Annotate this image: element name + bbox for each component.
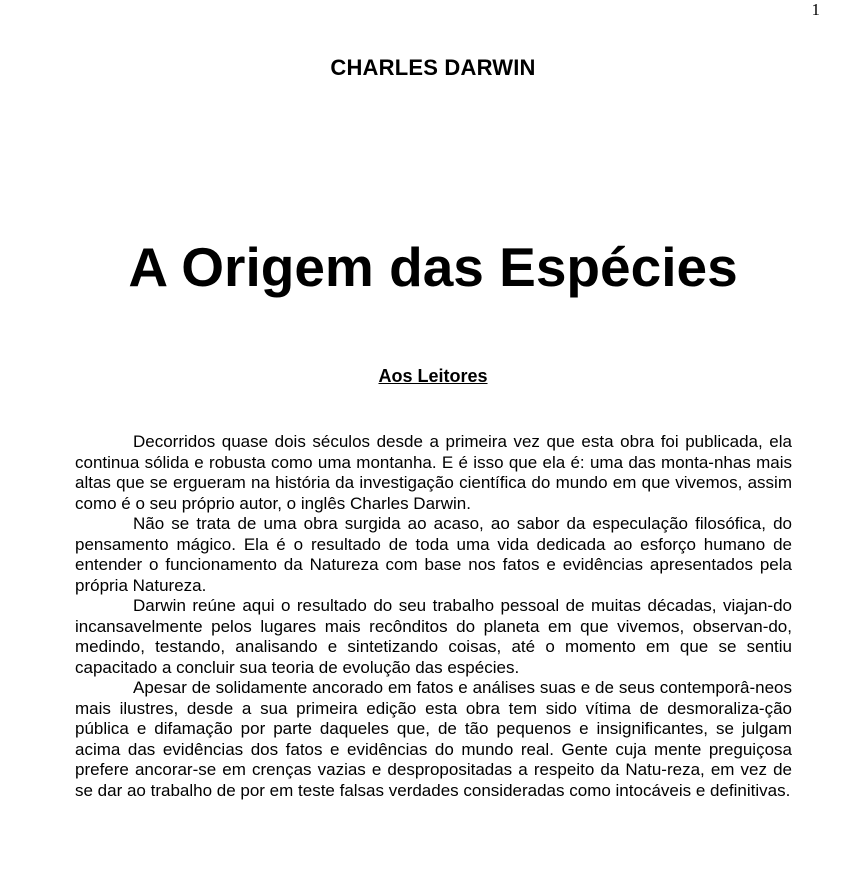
author-name: CHARLES DARWIN xyxy=(330,55,536,80)
body-text xyxy=(75,432,792,801)
paragraph: Apesar de solidamente ancorado em fatos e análises suas e de seus contemporâ-neos mais ilustres, desde a sua primeira edição esta obra tem sido vítima de desmoraliza-ção pública e difamação por parte daqueles que, de tão pequenos e insignificantes, se julgam acima das evidências dos fatos e evidências do mundo real. Gente cuja mente preguiçosa prefere ancorar-se em crenças vazias e despropositadas a respeito da Natu-reza, em vez de se dar ao trabalho de por em teste falsas verdades consideradas como intocáveis e definitivas. xyxy=(75,678,792,800)
paragraph: Decorridos quase dois séculos desde a primeira vez que esta obra foi publicada, ela continua sólida e robusta como uma montanha. E é isso que ela é: uma das monta-nhas mais altas que se ergueram na história da investigação científica do mundo em que vivemos, assim como é o seu próprio autor, o inglês Charles Darwin. xyxy=(75,432,792,513)
paragraph: Não se trata de uma obra surgida ao acaso, ao sabor da especulação filosófica, do pensamento mágico. Ela é o resultado de toda uma vida dedicada ao esforço humano de entender o funcionamento da Natureza com base nos fatos e evidências apresentados pela própria Natureza. xyxy=(75,514,792,595)
book-title: A Origem das Espécies xyxy=(128,236,738,298)
page-number: 1 xyxy=(811,0,820,19)
section-heading: Aos Leitores xyxy=(378,366,488,386)
paragraph: Darwin reúne aqui o resultado do seu trabalho pessoal de muitas décadas, viajan-do incansavelmente pelos lugares mais recônditos do planeta em que vivemos, observan-do, medindo, testando, analisando e sintetizando coisas, até o momento em que se sentiu capacitado a concluir sua teoria de evolução das espécies. xyxy=(75,596,792,677)
